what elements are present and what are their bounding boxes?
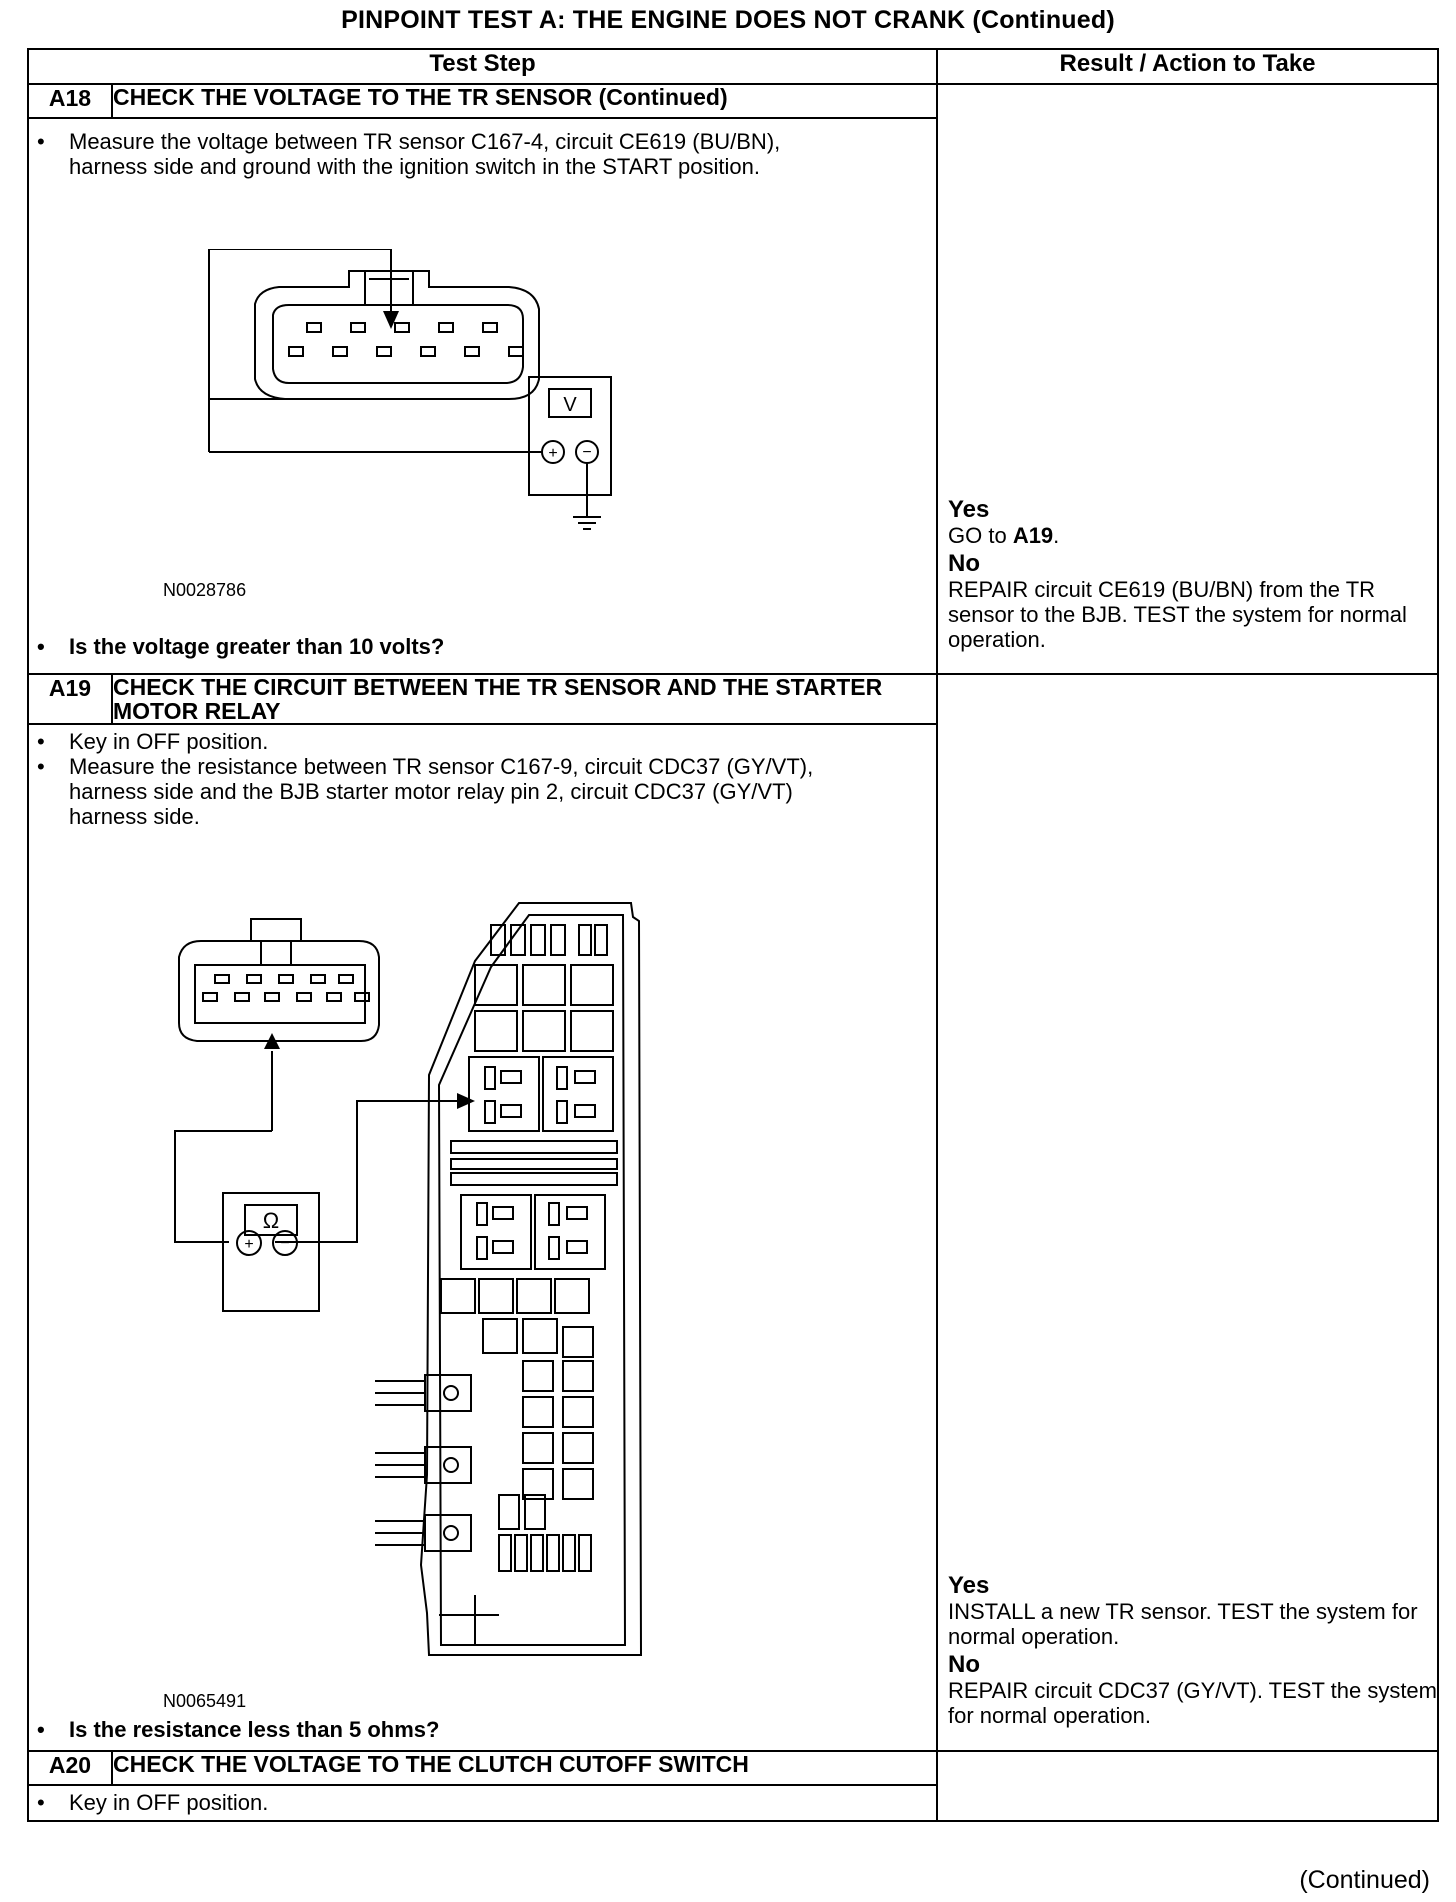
instruction: • Measure the voltage between TR sensor C167-4, circuit CE619 (BU/BN), harness side and ground with the ignition switch in the START position. (29, 129, 829, 179)
meter-symbol: Ω (262, 1208, 280, 1233)
question: • Is the resistance less than 5 ohms? (29, 1717, 439, 1742)
instruction: • Measure the resistance between TR sensor C167-9, circuit CDC37 (GY/VT), harness side and the BJB starter motor relay pin 2, circuit CDC37 (GY/VT) harness side. (29, 754, 829, 829)
svg-text:+: + (244, 1236, 254, 1253)
step-a18-title-row (28, 84, 1438, 118)
no-action: REPAIR circuit CDC37 (GY/VT). TEST the system for normal operation. (948, 1678, 1437, 1728)
instruction: • Key in OFF position. (29, 729, 829, 754)
question-list (29, 1717, 439, 1742)
figure-ref: N0065491 (163, 1691, 247, 1711)
continued-note: (Continued) (1299, 1866, 1430, 1894)
step-id: A18 (28, 84, 112, 118)
result-header: Result / Action to Take (937, 49, 1438, 84)
step-a18-result (937, 84, 1438, 674)
instruction: • Key in OFF position. (29, 1790, 936, 1815)
table-header-row (28, 49, 1438, 84)
step-body (28, 118, 937, 674)
yes-action: GO to A19. (948, 523, 1060, 548)
step-a20-result (937, 1751, 1438, 1821)
step-title: CHECK THE CIRCUIT BETWEEN THE TR SENSOR AND THE STARTER MOTOR RELAY (112, 674, 937, 724)
no-label: No (948, 550, 980, 577)
step-id: A20 (28, 1751, 112, 1785)
svg-text:−: − (280, 1235, 290, 1252)
result-block (948, 1573, 1437, 1728)
figure-ref: N0028786 (163, 580, 247, 600)
test-step-header: Test Step (28, 49, 937, 84)
tr-sensor-voltage-diagram (189, 249, 789, 589)
step-body (28, 1785, 937, 1821)
step-body (28, 724, 937, 1751)
step-a19-title-row (28, 674, 1438, 724)
question-list (29, 634, 444, 659)
step-title: CHECK THE VOLTAGE TO THE TR SENSOR (Continued) (112, 84, 937, 118)
goto-link[interactable]: A19 (1012, 523, 1054, 548)
pinpoint-test-table (27, 48, 1439, 1822)
yes-action: INSTALL a new TR sensor. TEST the system for normal operation. (948, 1599, 1418, 1649)
step-a20-title-row (28, 1751, 1438, 1785)
no-action: REPAIR circuit CE619 (BU/BN) from the TR sensor to the BJB. TEST the system for normal operation. (948, 577, 1407, 652)
yes-label: Yes (948, 1572, 990, 1599)
step-id: A19 (28, 674, 112, 724)
no-label: No (948, 1651, 980, 1678)
svg-text:−: − (582, 444, 592, 461)
yes-label: Yes (948, 496, 990, 523)
svg-text:+: + (548, 445, 558, 462)
instruction-list (29, 729, 829, 829)
result-block (948, 497, 1437, 652)
instruction-list (29, 1790, 936, 1815)
step-a19-result (937, 674, 1438, 1751)
meter-symbol: V (563, 394, 577, 416)
step-title: CHECK THE VOLTAGE TO THE CLUTCH CUTOFF SWITCH (112, 1751, 937, 1785)
starter-relay-resistance-diagram (139, 875, 789, 1695)
page-title: PINPOINT TEST A: THE ENGINE DOES NOT CRANK (Continued) (341, 6, 1115, 34)
question: • Is the voltage greater than 10 volts? (29, 634, 444, 659)
instruction-list (29, 129, 829, 179)
